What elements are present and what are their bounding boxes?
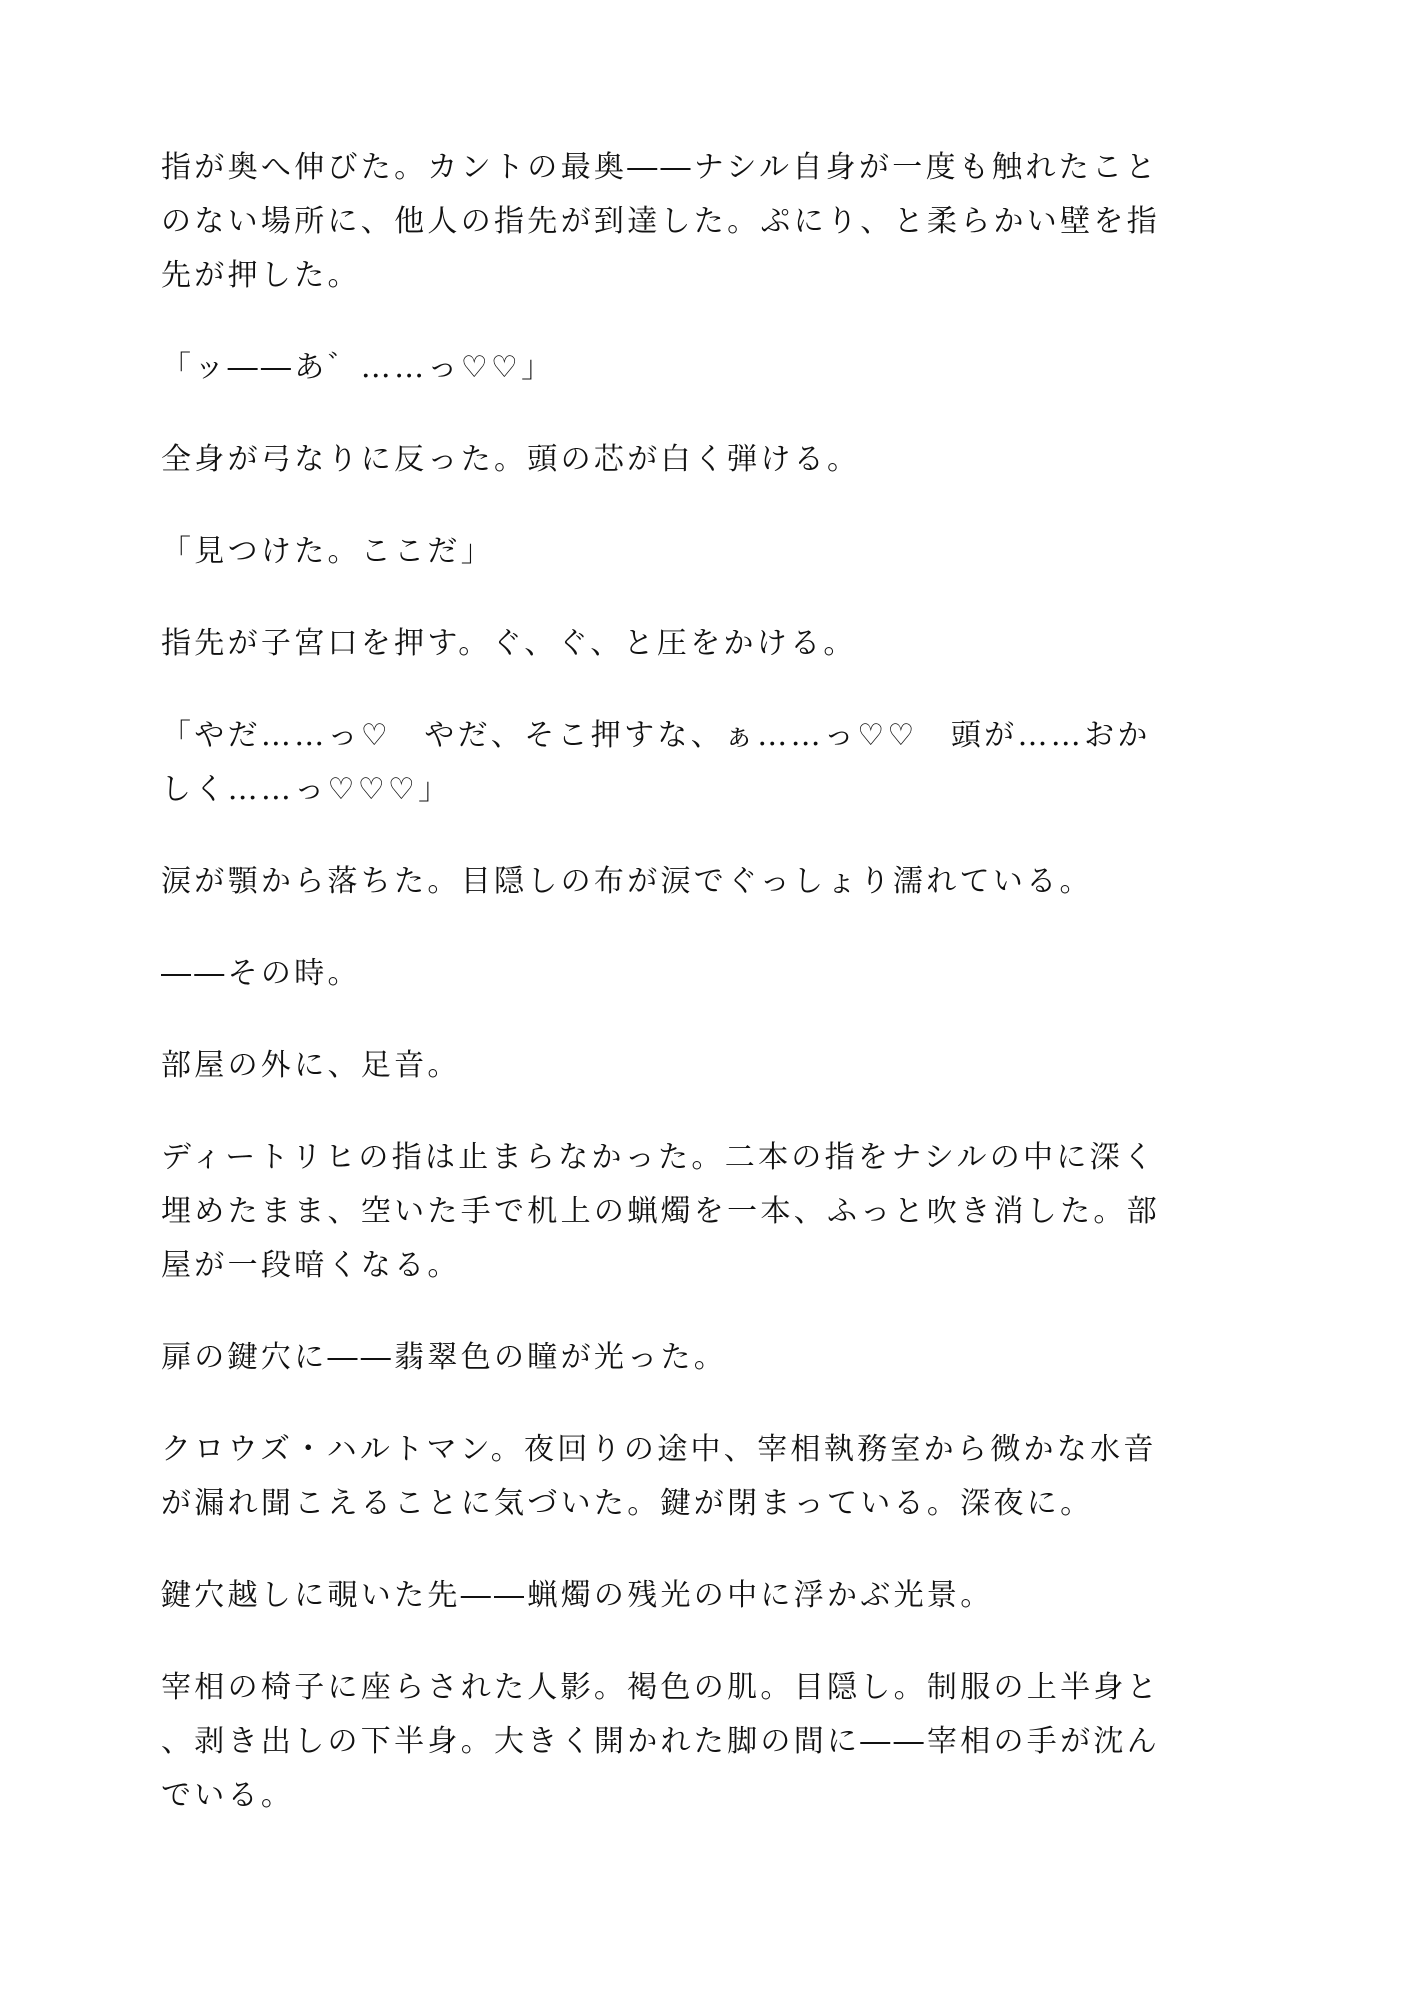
- dialogue-paragraph: 「やだ……っ♡ やだ、そこ押すな、ぁ……っ♡♡ 頭が……おかしく……っ♡♡♡」: [161, 718, 1151, 807]
- narration-paragraph: 鍵穴越しに覗いた先――蝋燭の残光の中に浮かぶ光景。: [161, 1578, 994, 1613]
- text-body: [161, 141, 1169, 1823]
- narration-paragraph: 全身が弓なりに反った。頭の芯が白く弾ける。: [161, 442, 861, 477]
- dialogue-paragraph: 「ッ――あ゛……っ♡♡」: [161, 350, 555, 385]
- dialogue-paragraph: 「見つけた。ここだ」: [161, 534, 494, 569]
- narration-paragraph: クロウズ・ハルトマン。夜回りの途中、宰相執務室から微かな水音が漏れ聞こえることに気づいた。鍵が閉まっている。深夜に。: [161, 1432, 1157, 1521]
- narration-paragraph: 部屋の外に、足音。: [161, 1048, 461, 1083]
- narration-paragraph: 指先が子宮口を押す。ぐ、ぐ、と圧をかける。: [161, 626, 857, 661]
- narration-paragraph: 涙が顎から落ちた。目隠しの布が涙でぐっしょり濡れている。: [161, 864, 1093, 899]
- narration-paragraph: ディートリヒの指は止まらなかった。二本の指をナシルの中に深く埋めたまま、空いた手で机上の蝋燭を一本、ふっと吹き消した。部屋が一段暗くなる。: [161, 1140, 1160, 1283]
- narration-paragraph: 指が奥へ伸びた。カントの最奥――ナシル自身が一度も触れたことのない場所に、他人の指先が到達した。ぷにり、と柔らかい壁を指先が押した。: [161, 150, 1160, 293]
- narration-paragraph: 宰相の椅子に座らされた人影。褐色の肌。目隠し。制服の上半身と、剥き出しの下半身。大きく開かれた脚の間に――宰相の手が沈んでいる。: [161, 1670, 1160, 1813]
- narration-paragraph: 扉の鍵穴に――翡翠色の瞳が光った。: [161, 1340, 728, 1375]
- narration-paragraph: ――その時。: [161, 956, 361, 991]
